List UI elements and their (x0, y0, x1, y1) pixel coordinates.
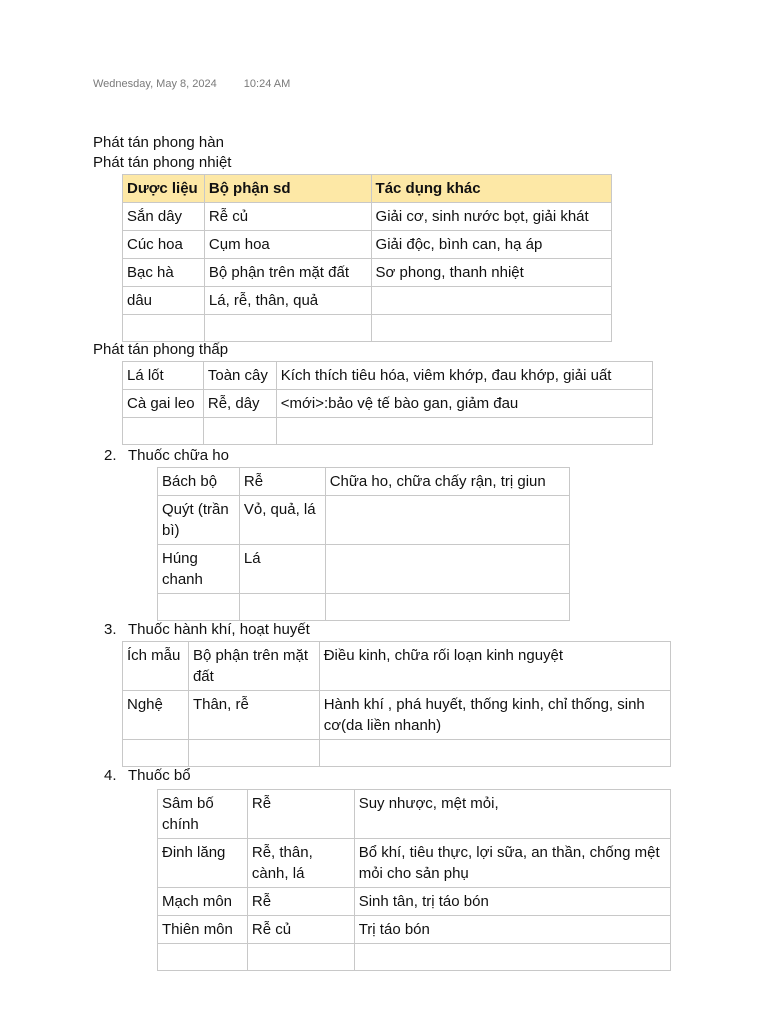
table-cell: Vỏ, quả, lá (239, 496, 325, 545)
table-cell (325, 496, 569, 545)
table-cell: Lá (239, 545, 325, 594)
table-row (123, 390, 653, 418)
table-row (158, 468, 570, 496)
list-text: Thuốc bổ (128, 767, 191, 784)
table-row (123, 203, 612, 231)
table-cell: Chữa ho, chữa chấy rận, trị giun (325, 468, 569, 496)
table-row (158, 496, 570, 545)
table-cell (158, 594, 240, 621)
table-row (158, 790, 671, 839)
table-chua-ho (157, 467, 570, 621)
table-row (158, 594, 570, 621)
table-cell: Nghệ (123, 691, 189, 740)
table-row (158, 944, 671, 971)
table-cell (123, 418, 204, 445)
table-cell: Điều kinh, chữa rối loạn kinh nguyệt (319, 642, 670, 691)
table-cell: Ích mẫu (123, 642, 189, 691)
table-row (123, 362, 653, 390)
table-hanh-khi (122, 641, 671, 767)
table-row (123, 259, 612, 287)
table-cell: Sắn dây (123, 203, 205, 231)
table-cell: Bổ khí, tiêu thực, lợi sữa, an thần, chống mệt mỏi cho sản phụ (354, 839, 670, 888)
table-cell: Rễ (247, 790, 354, 839)
table-cell: Bạc hà (123, 259, 205, 287)
table-cell: Suy nhược, mệt mỏi, (354, 790, 670, 839)
table-cell (371, 315, 611, 342)
table-cell (354, 944, 670, 971)
table-cell: Hành khí , phá huyết, thống kinh, chỉ thống, sinh cơ(da liền nhanh) (319, 691, 670, 740)
table-cell: Bộ phận trên mặt đất (188, 642, 319, 691)
table-row (158, 839, 671, 888)
table-cell (325, 594, 569, 621)
list-number: 2. (104, 447, 117, 464)
list-number: 3. (104, 621, 117, 638)
table-cell (204, 315, 371, 342)
table-row (123, 287, 612, 315)
table-cell: Sơ phong, thanh nhiệt (371, 259, 611, 287)
table-cell: Rễ, thân, cành, lá (247, 839, 354, 888)
header-cell: Bộ phận sd (204, 175, 371, 203)
table-cell: Rễ củ (247, 916, 354, 944)
table-cell (158, 944, 248, 971)
list-item (104, 446, 229, 465)
table-cell: Lá, rễ, thân, quả (204, 287, 371, 315)
table-cell: Bách bộ (158, 468, 240, 496)
list-item (104, 620, 310, 639)
page-meta (93, 78, 290, 90)
table-cell: Lá lốt (123, 362, 204, 390)
table-cell: Toàn cây (203, 362, 276, 390)
table-cell (319, 740, 670, 767)
table-cell: <mới>:bảo vệ tế bào gan, giảm đau (276, 390, 652, 418)
table-cell: Bộ phận trên mặt đất (204, 259, 371, 287)
list-text: Thuốc hành khí, hoạt huyết (128, 621, 310, 638)
table-cell (203, 418, 276, 445)
table-cell (371, 287, 611, 315)
table-cell: Thân, rễ (188, 691, 319, 740)
table-cell (276, 418, 652, 445)
table-cell: Kích thích tiêu hóa, viêm khớp, đau khớp, giải uất (276, 362, 652, 390)
table-cell (247, 944, 354, 971)
table-cell (325, 545, 569, 594)
table-cell: Rễ (239, 468, 325, 496)
header-cell: Dược liệu (123, 175, 205, 203)
table-cell: Sinh tân, trị táo bón (354, 888, 670, 916)
table-cell: Giải độc, bình can, hạ áp (371, 231, 611, 259)
table-cell: Mạch môn (158, 888, 248, 916)
table-row (158, 888, 671, 916)
table-thuoc-bo (157, 789, 671, 971)
table-cell: Quýt (trần bì) (158, 496, 240, 545)
list-text: Thuốc chữa ho (128, 447, 229, 464)
table-row (123, 642, 671, 691)
heading-phong-thap: Phát tán phong thấp (93, 341, 229, 358)
list-item (104, 766, 191, 785)
table-cell: Cà gai leo (123, 390, 204, 418)
table-cell: Cúc hoa (123, 231, 205, 259)
list-number: 4. (104, 767, 117, 784)
table-cell: Rễ (247, 888, 354, 916)
table-cell: Rễ củ (204, 203, 371, 231)
table-row (123, 691, 671, 740)
table-header-row (123, 175, 612, 203)
table-row (123, 740, 671, 767)
table-cell: Rễ, dây (203, 390, 276, 418)
table-cell (123, 740, 189, 767)
table-cell: Húng chanh (158, 545, 240, 594)
table-cell: Cụm hoa (204, 231, 371, 259)
table-cell: Sâm bố chính (158, 790, 248, 839)
page-time: 10:24 AM (243, 78, 291, 90)
table-row (123, 315, 612, 342)
table-cell (188, 740, 319, 767)
heading-phong-nhiet: Phát tán phong nhiệt (93, 154, 232, 171)
table-cell: Thiên môn (158, 916, 248, 944)
table-cell: Giải cơ, sinh nước bọt, giải khát (371, 203, 611, 231)
heading-phong-han: Phát tán phong hàn (93, 134, 224, 151)
table-row (158, 545, 570, 594)
table-cell: Trị táo bón (354, 916, 670, 944)
page-date: Wednesday, May 8, 2024 (93, 78, 217, 90)
table-cell (239, 594, 325, 621)
table-row (123, 231, 612, 259)
table-phong-nhiet (122, 174, 612, 342)
table-cell (123, 315, 205, 342)
table-phong-thap (122, 361, 653, 445)
header-cell: Tác dụng khác (371, 175, 611, 203)
table-row (123, 418, 653, 445)
table-cell: Đinh lăng (158, 839, 248, 888)
table-cell: dâu (123, 287, 205, 315)
table-row (158, 916, 671, 944)
